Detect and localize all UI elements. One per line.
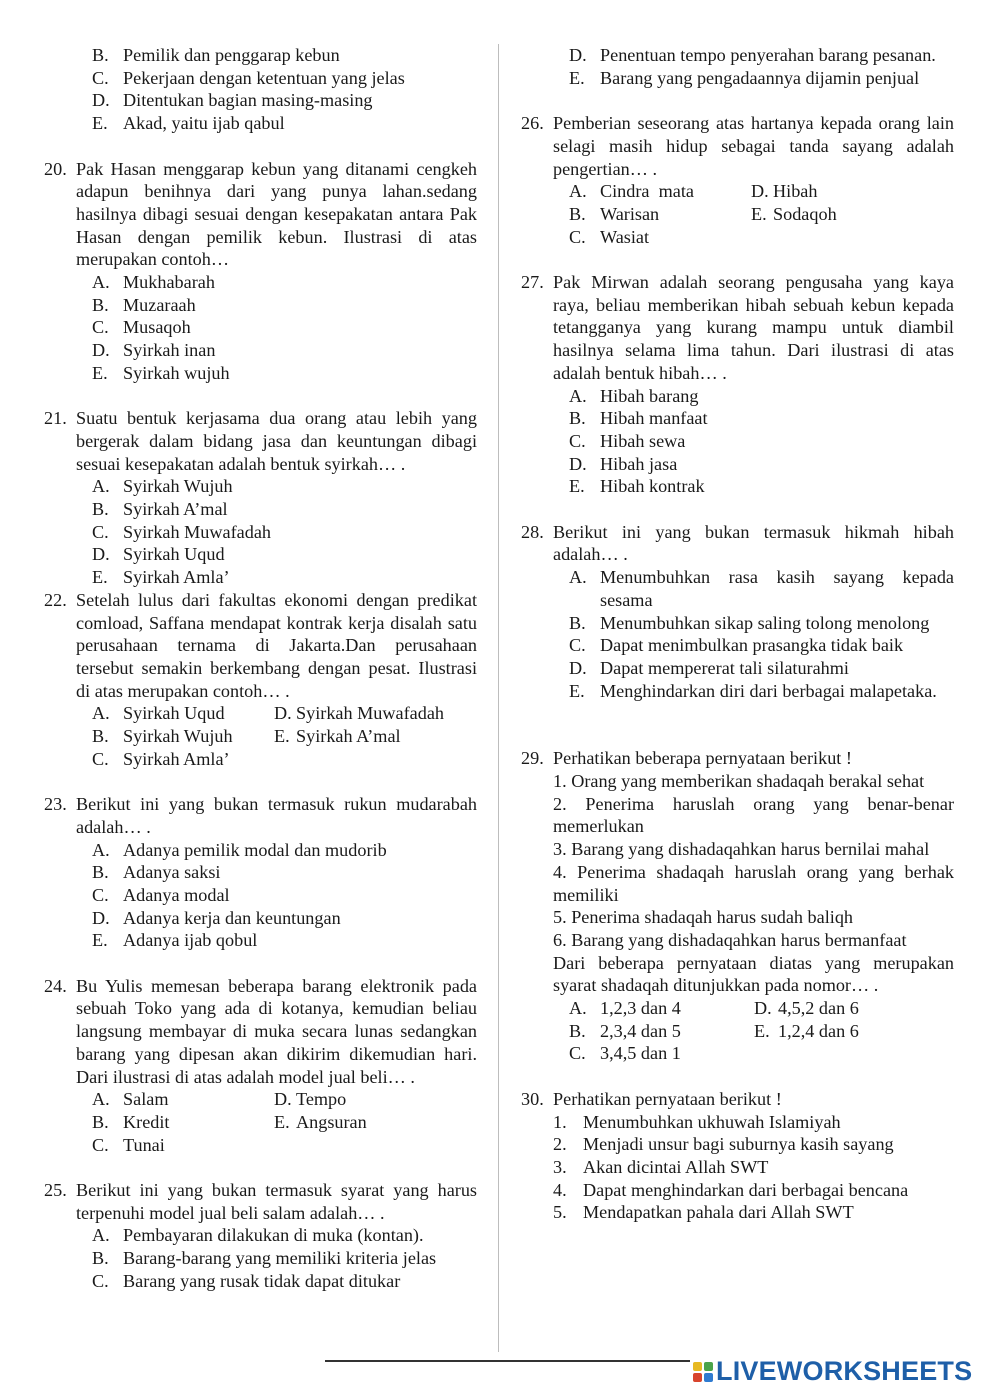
option [92,475,477,498]
option-letter: A. [92,272,110,293]
option [92,362,477,385]
question-number: 25. [44,1180,67,1201]
option-text: Syirkah Amla’ [123,748,230,769]
question-text: Suatu bentuk kerjasama dua orang atau lebih yang bergerak dalam bidang jasa dan keuntungan dibagi sesuai kesepakatan adalah bentuk syirkah… . [76,408,477,474]
option-text: 4,5,2 dan 6 [778,998,859,1019]
option [569,203,751,226]
option-letter: E. [569,476,585,497]
option-text: Adanya modal [123,884,230,905]
question-text: Bu Yulis memesan beberapa barang elektronik pada sebuah Toko yang ada di kotanya, kemudian beliau langsung membayar di muka secara lunas sedangkan barang yang dipesan akan dikirim dikemudian hari. Dari ilustrasi di atas adalah model jual beli… . [76,975,477,1087]
option [92,839,477,862]
option-text: Syirkah inan [123,340,216,361]
question-25 [44,1179,477,1293]
option-text: Hibah jasa [600,453,678,474]
question-number: 28. [521,521,544,542]
question-30 [521,1088,954,1224]
option [92,294,477,317]
option-letter: B. [569,1020,586,1041]
option-letter: B. [92,45,109,65]
option [751,203,837,226]
option-letter: E. [569,680,585,701]
liveworksheets-logo-icon [693,1362,713,1382]
option-letter: B. [92,1248,109,1269]
option [92,44,477,67]
item-number: 3. [553,1156,567,1177]
question-text: Berikut ini yang bukan termasuk rukun mudarabah adalah… . [76,794,477,837]
option-text: Ditentukan bagian masing-masing [123,90,373,111]
statement: 1. Orang yang memberikan shadaqah berakal sehat [553,771,925,792]
option-letter: C. [92,748,109,769]
statement: 6. Barang yang dishadaqahkan harus bermanfaat [553,929,907,950]
option [569,997,754,1020]
item-text: Menumbuhkan ukhuwah Islamiyah [583,1111,841,1132]
option-letter: D. [92,340,110,361]
question-number: 22. [44,589,67,610]
option [569,680,954,703]
option-letter: D. [92,907,110,928]
option [754,1020,859,1043]
option-text: Barang-barang yang memiliki kriteria jelas [123,1248,437,1269]
option-letter: A. [92,476,110,497]
option-letter: E. [569,67,585,88]
option-letter: B. [92,294,109,315]
option [92,1088,274,1111]
question-number: 30. [521,1088,544,1109]
liveworksheets-logo[interactable] [693,1356,972,1387]
question-text: Setelah lulus dari fakultas ekonomi dengan predikat comload, Saffana mendapat kontrak kerja disalah satu perusahaan ternama di Jakarta.Dan perusahaan tersebut semakin berkembang dengan pesat. Ilustrasi di atas merupakan contoh… . [76,589,477,701]
option-letter: B. [92,1111,109,1132]
option-letter: D. [92,544,110,565]
option-text: Syirkah Uqud [123,544,225,565]
option [569,634,954,657]
option-letter: A. [569,998,587,1019]
question-number: 24. [44,975,67,996]
option [92,1270,477,1293]
option-letter: E. [751,203,767,224]
option-letter: A. [569,385,587,406]
option [754,997,859,1020]
option [569,67,954,90]
item-number: 2. [553,1134,567,1155]
option [569,44,954,67]
option-text: Hibah kontrak [600,476,705,497]
option [569,1020,754,1043]
option-text: Musaqoh [123,317,191,338]
option [92,929,477,952]
option-text: Menumbuhkan rasa kasih sayang kepada sesama [600,567,954,610]
option [274,725,401,748]
question-text: Berikut ini yang bukan termasuk hikmah hibah adalah… . [553,521,954,565]
option-letter: E. [92,567,108,588]
question-prompt: Dari beberapa pernyataan diatas yang merupakan syarat shadaqah ditunjukkan pada nomor… . [553,952,954,996]
option-letter: B. [92,499,109,520]
list-item [553,1179,954,1202]
option-text: 1,2,3 dan 4 [600,998,681,1019]
option-letter: C. [92,884,109,905]
item-number: 1. [553,1111,567,1132]
option [569,657,954,680]
option-text: Syirkah Muwafadah [123,521,271,542]
option-text: Hibah barang [600,385,699,406]
question-number: 26. [521,113,544,134]
option-text: Syirkah A’mal [296,726,401,747]
option-text: Barang yang rusak tidak dapat ditukar [123,1270,401,1291]
option-text: Warisan [600,203,660,224]
statement: 5. Penerima shadaqah harus sudah baliqh [553,907,854,928]
option-letter: D. [92,90,110,111]
option-text: Sodaqoh [773,203,837,224]
option-text: Syirkah Wujuh [123,726,233,747]
option-text: Penentuan tempo penyerahan barang pesanan. [600,45,936,65]
item-number: 4. [553,1179,567,1200]
question-28 [521,521,954,703]
option [569,407,954,430]
option-letter: E. [92,930,108,951]
option-letter: B. [569,612,586,633]
option-letter: D. [569,45,587,65]
option [569,226,954,249]
option [92,67,477,90]
logo-square [704,1362,713,1371]
option-text: Adanya pemilik modal dan mudorib [123,839,387,860]
option [92,339,477,362]
option [569,453,954,476]
statement: 4. Penerima shadaqah haruslah orang yang berhak memiliki [553,861,954,905]
brand-text: LIVEWORKSHEETS [716,1356,973,1386]
option-letter: E. [274,726,290,747]
option-letter: A. [569,567,587,588]
option-text: Wasiat [600,226,650,247]
option-text: Salam [123,1089,169,1110]
list-item [553,1133,954,1156]
option-text: Adanya saksi [123,862,221,883]
question-27 [521,271,954,498]
option-letter: C. [569,430,586,451]
question-text: Pak Mirwan adalah seorang pengusaha yang kaya raya, beliau memberikan hibah sebuah kebun kepada tetangganya yang kurang mampu untuk diambil hasilnya selama lima tahun. Dari ilustrasi di atas adalah bentuk hibah… . [553,272,954,383]
question-number: 21. [44,408,67,429]
question-number: 20. [44,158,67,179]
option-text: Menghindarkan diri dari berbagai malapetaka. [600,680,937,701]
option-letter: E. [274,1111,290,1132]
option [92,702,274,725]
option [92,316,477,339]
option [92,1224,477,1247]
option-letter: D. [569,453,587,474]
option-letter: D. [274,1089,292,1110]
option [751,180,817,203]
option-text: Syirkah Wujuh [123,476,233,497]
option [92,566,477,589]
question-number: 23. [44,794,67,815]
option-text: Angsuran [296,1111,367,1132]
option-text: 1,2,4 dan 6 [778,1020,859,1041]
option [569,612,954,635]
option-letter: D. [274,703,292,724]
option [92,498,477,521]
question-21 [44,407,477,589]
footer-rule [325,1360,690,1362]
option-text: Adanya ijab qobul [123,930,258,951]
option-text: Muzaraah [123,294,196,315]
question-number: 29. [521,748,544,769]
question-text: Berikut ini yang bukan termasuk syarat yang harus terpenuhi model jual beli salam adalah… . [76,1180,477,1223]
option-text: Syirkah wujuh [123,362,230,383]
option [569,385,954,408]
option [92,907,477,930]
question-text: Pak Hasan menggarap kebun yang ditanami cengkeh adapun benihnya dari yang punya lahan.sedang hasilnya dibagi sesuai dengan kesepakatan antara Pak Hasan dengan pemilik kebun. Ilustrasi di atas merupakan contoh… [76,158,477,270]
option-letter: B. [569,203,586,224]
option-letter: E. [754,1020,770,1041]
option-text: Dapat mempererat tali silaturahmi [600,657,849,678]
question-22 [44,589,477,771]
option-text: Pekerjaan dengan ketentuan yang jelas [123,67,405,88]
question-26 [521,112,954,248]
question-text: Perhatikan pernyataan berikut ! [553,1088,782,1109]
option-text: Pembayaran dilakukan di muka (kontan). [123,1225,424,1246]
item-text: Menjadi unsur bagi suburnya kasih sayang [583,1134,894,1155]
q19-continued-options [44,44,477,135]
option [92,89,477,112]
option-text: Barang yang pengadaannya dijamin penjual [600,67,920,88]
option-text: Syirkah A’mal [123,499,228,520]
option [274,1088,346,1111]
option-letter: D. [754,998,772,1019]
option [92,271,477,294]
option-text: Menumbuhkan sikap saling tolong menolong [600,612,930,633]
option-letter: C. [92,1134,109,1155]
question-number: 27. [521,272,544,292]
option [569,566,954,611]
option-letter: C. [92,521,109,542]
option-letter: D. [569,657,587,678]
list-item [553,1111,954,1134]
option-text: Pemilik dan penggarap kebun [123,45,340,65]
option-letter: A. [92,703,110,724]
option-text: Hibah sewa [600,430,686,451]
option-text: Tunai [123,1134,165,1155]
option [92,1134,477,1157]
option-text: Syirkah Muwafadah [296,703,444,724]
item-text: Akan dicintai Allah SWT [583,1156,769,1177]
option-text: Cindra mata [600,181,694,202]
option-text: Adanya kerja dan keuntungan [123,907,341,928]
question-text: Pemberian seseorang atas hartanya kepada orang lain selagi masih hidup sebagai tanda sayang adalah pengertian… . [553,113,954,179]
item-number: 5. [553,1202,567,1223]
option-text: Syirkah Amla’ [123,567,230,588]
column-divider [498,44,499,1352]
option-text: 2,3,4 dan 5 [600,1020,681,1041]
right-column [521,44,954,1224]
option [92,861,477,884]
q25-continued-options [521,44,954,89]
option [92,543,477,566]
option-letter: A. [92,1089,110,1110]
option-letter: C. [92,1270,109,1291]
option-letter: A. [92,1225,110,1246]
option-letter: D. [751,181,769,202]
option [92,725,274,748]
logo-square [693,1373,702,1382]
statement: 3. Barang yang dishadaqahkan harus bernilai mahal [553,839,930,860]
question-23 [44,793,477,952]
logo-square [704,1373,713,1382]
option [569,180,751,203]
question-text: Perhatikan beberapa pernyataan berikut ! [553,748,852,769]
option-text: 3,4,5 dan 1 [600,1043,681,1064]
option-letter: C. [569,1043,586,1064]
question-20 [44,158,477,385]
option [92,1247,477,1270]
option-text: Dapat menimbulkan prasangka tidak baik [600,635,904,656]
option-letter: E. [92,113,108,134]
option [569,1042,954,1065]
option-text: Syirkah Uqud [123,703,225,724]
left-column [44,44,477,1293]
option [274,702,444,725]
option-letter: C. [92,67,109,88]
option-text: Hibah [773,181,818,202]
option-text: Kredit [123,1111,170,1132]
option-text: Mukhabarah [123,272,215,293]
option-letter: C. [92,317,109,338]
option-letter: A. [92,839,110,860]
option-letter: B. [92,862,109,883]
item-text: Dapat menghindarkan dari berbagai bencana [583,1179,909,1200]
option-letter: C. [569,635,586,656]
option-letter: E. [92,362,108,383]
option-letter: B. [569,408,586,429]
option [569,430,954,453]
option-letter: B. [92,726,109,747]
question-29 [521,747,954,1065]
list-item [553,1201,954,1224]
option [92,112,477,135]
option-text: Tempo [296,1089,347,1110]
option [92,748,477,771]
option [569,475,954,498]
question-24 [44,975,477,1157]
option [92,521,477,544]
option-letter: A. [569,181,587,202]
option [274,1111,367,1134]
list-item [553,1156,954,1179]
option [92,1111,274,1134]
option [92,884,477,907]
option-letter: C. [569,226,586,247]
option-text: Hibah manfaat [600,408,708,429]
option-text: Akad, yaitu ijab qabul [123,113,285,134]
logo-square [693,1362,702,1371]
statement: 2. Penerima haruslah orang yang benar-benar memerlukan [553,793,954,837]
item-text: Mendapatkan pahala dari Allah SWT [583,1202,854,1223]
